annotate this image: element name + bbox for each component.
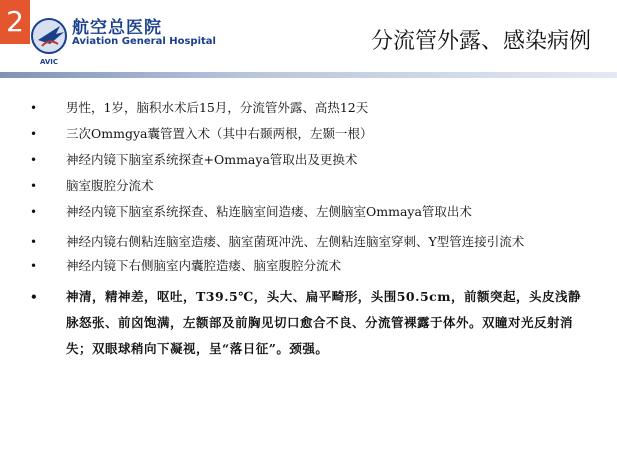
list-item bbox=[30, 152, 590, 168]
list-item bbox=[30, 230, 590, 254]
bullet: • bbox=[30, 153, 38, 167]
list-item bbox=[30, 284, 590, 362]
list-item-text: 脑室腹腔分流术 bbox=[66, 178, 154, 193]
list-item bbox=[30, 178, 590, 194]
list-item-text: 神经内镜下右侧脑室内囊腔造瘘、脑室腹腔分流术 bbox=[66, 258, 342, 273]
bullet: • bbox=[30, 235, 38, 249]
list-item bbox=[30, 100, 590, 116]
list-item-text: 神清，精神差，呕吐，T39.5℃，头大、扁平畸形，头围50.5cm，前额突起，头皮浅静脉怒张、前囟饱满，左额部及前胸见切口愈合不良、分流管裸露于体外。双瞳对光反射消失；双眼球稍向下凝视，呈“落日征”。颈强。 bbox=[66, 289, 582, 356]
list-item bbox=[30, 204, 590, 220]
list-item bbox=[30, 258, 590, 274]
bullet: • bbox=[30, 127, 38, 141]
bullet: • bbox=[30, 179, 38, 193]
slide-number: 2 bbox=[0, 0, 30, 44]
bullet: • bbox=[30, 101, 38, 115]
hospital-logo-icon bbox=[30, 10, 68, 68]
org-name-cn: 航空总医院 bbox=[72, 18, 162, 38]
list-item-text: 神经内镜下脑室系统探查、粘连脑室间造瘘、左侧脑室Ommaya管取出术 bbox=[66, 204, 472, 219]
slide-title: 分流管外露、感染病例 bbox=[370, 29, 591, 54]
svg-text:AVIC: AVIC bbox=[39, 58, 59, 66]
list-item-text: 男性，1岁，脑积水术后15月，分流管外露、高热12天 bbox=[66, 100, 369, 115]
org-name-en: Aviation General Hospital bbox=[72, 36, 216, 47]
bullet: • bbox=[30, 205, 38, 219]
list-item-text: 神经内镜右侧粘连脑室造瘘、脑室菌斑冲洗、左侧粘连脑室穿刺、Y型管连接引流术 bbox=[66, 234, 525, 249]
list-item-text: 三次Ommgya囊管置入术（其中右颞两根，左颞一根） bbox=[66, 126, 373, 141]
bullet: • bbox=[30, 290, 39, 304]
bullet: • bbox=[30, 259, 38, 273]
list-item-text: 神经内镜下脑室系统探查+Ommaya管取出及更换术 bbox=[66, 152, 358, 167]
header-divider bbox=[0, 72, 617, 78]
case-list bbox=[30, 100, 590, 372]
list-item bbox=[30, 126, 590, 142]
